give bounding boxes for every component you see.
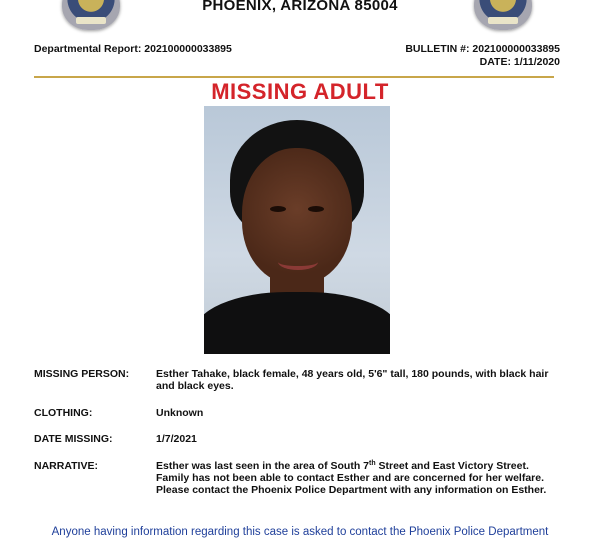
bulletin-info [405, 43, 560, 69]
clothing-value: Unknown [156, 407, 204, 419]
date-missing-value: 1/7/2021 [156, 433, 197, 445]
header-divider [34, 76, 554, 78]
departmental-report-number: Departmental Report: 202100000033895 [34, 43, 232, 55]
missing-person-photo [204, 106, 390, 354]
city-title: PHOENIX, ARIZONA 85004 [202, 0, 398, 14]
bulletin-date: DATE: 1/11/2020 [479, 56, 560, 68]
narrative-ordinal: th [368, 460, 376, 467]
missing-person-label: MISSING PERSON: [34, 368, 130, 380]
narrative-text-start: Esther was last seen in the area of South 7 [156, 460, 369, 472]
contact-footer: Anyone having information regarding this case is asked to contact the Phoenix Police Department [51, 526, 549, 538]
date-missing-label: DATE MISSING: [34, 433, 113, 445]
page-title: MISSING ADULT [211, 79, 389, 104]
bulletin-number: BULLETIN #: 202100000033895 [405, 43, 560, 55]
missing-person-value: Esther Tahake, black female, 48 years old, 5'6" tall, 180 pounds, with black hair and black eyes. [156, 368, 549, 392]
narrative-label: NARRATIVE: [34, 460, 98, 472]
narrative-text-end: Street and East Victory Street. Family has not been able to contact Esther and are concerned for her welfare. Please contact the Phoenix Police Department with any information on Esther. [156, 460, 547, 496]
narrative-value [156, 460, 552, 496]
clothing-label: CLOTHING: [34, 407, 93, 419]
